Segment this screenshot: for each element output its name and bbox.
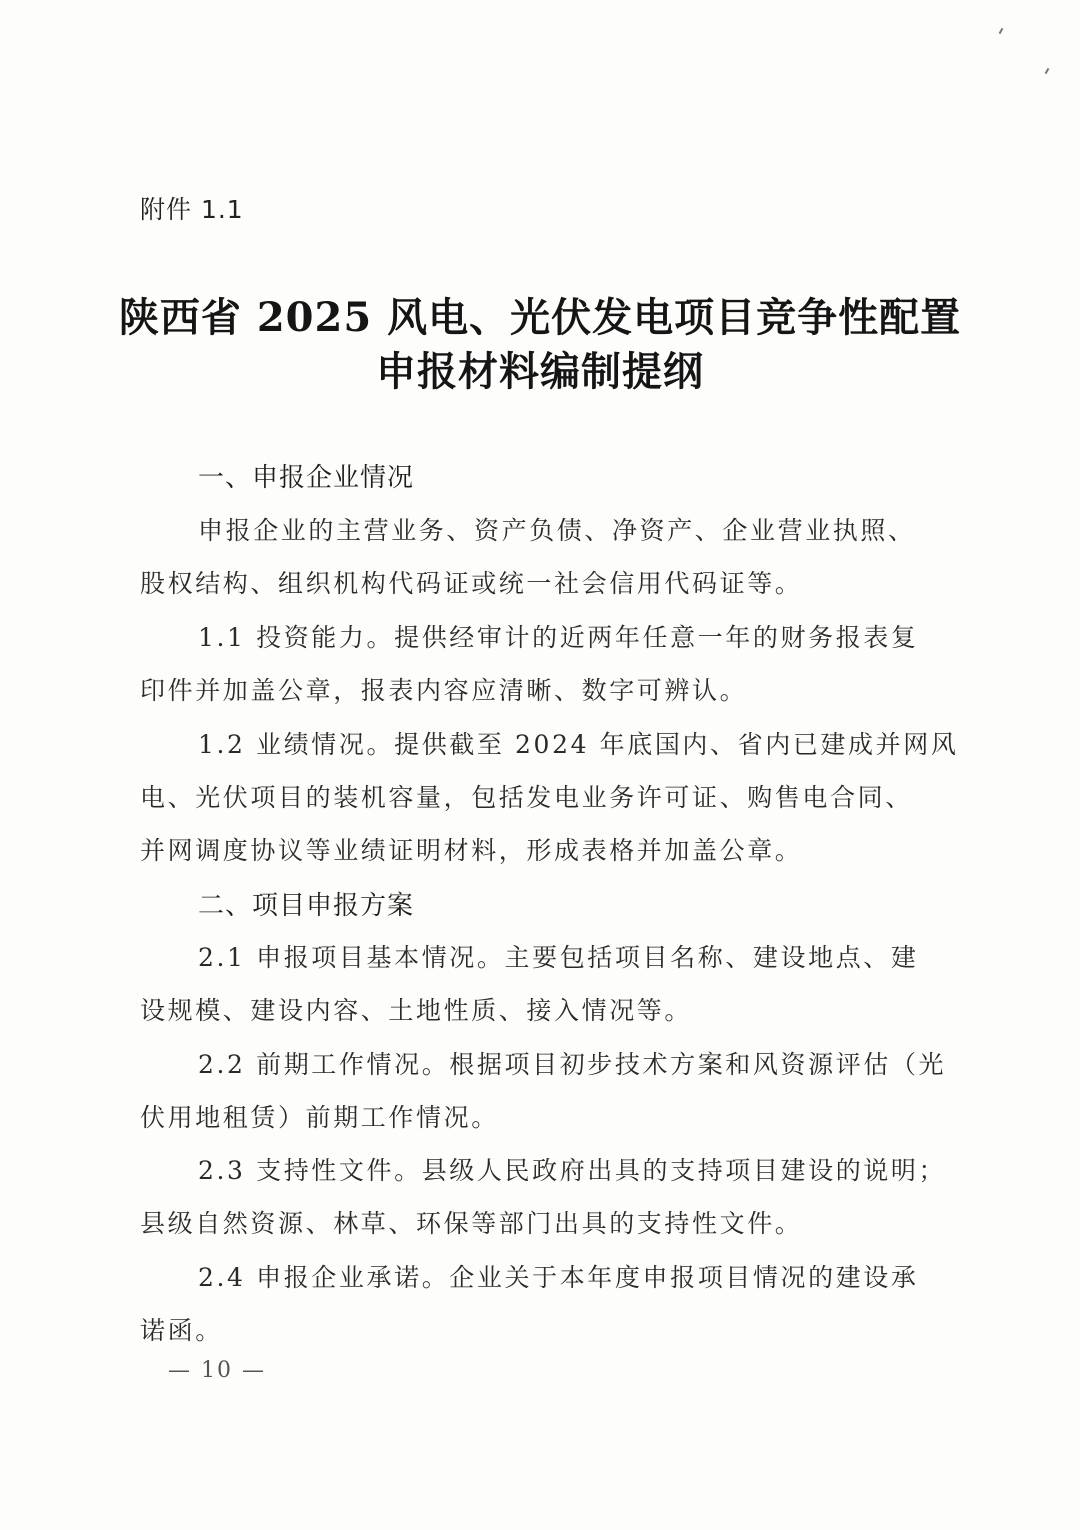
paragraph-line: 1.2 业绩情况。提供截至 2024 年底国内、省内已建成并网风 xyxy=(198,730,959,759)
document-title-line-1: 陕西省 2025 风电、光伏发电项目竞争性配置 xyxy=(118,294,962,341)
paragraph-line: 2.3 支持性文件。县级人民政府出具的支持项目建设的说明； xyxy=(198,1156,947,1185)
paragraph-line: 设规模、建设内容、土地性质、接入情况等。 xyxy=(140,996,693,1025)
section-1-heading: 一、申报企业情况 xyxy=(198,463,415,493)
paragraph-line: 诺函。 xyxy=(140,1316,223,1345)
paragraph-line: 申报企业的主营业务、资产负债、净资产、企业营业执照、 xyxy=(198,516,916,545)
scan-speck xyxy=(1045,68,1050,74)
scan-speck xyxy=(999,28,1004,34)
page-number: — 10 — xyxy=(168,1358,266,1383)
paragraph-line: 2.4 申报企业承诺。企业关于本年度申报项目情况的建设承 xyxy=(198,1263,919,1292)
paragraph-line: 并网调度协议等业绩证明材料，形成表格并加盖公章。 xyxy=(140,836,803,865)
paragraph-line: 1.1 投资能力。提供经审计的近两年任意一年的财务报表复 xyxy=(198,623,919,652)
paragraph-line: 印件并加盖公章，报表内容应清晰、数字可辨认。 xyxy=(140,676,748,705)
section-2-heading: 二、项目申报方案 xyxy=(198,891,415,921)
paragraph-line: 2.1 申报项目基本情况。主要包括项目名称、建设地点、建 xyxy=(198,943,919,972)
document-title-line-2: 申报材料编制提纲 xyxy=(376,348,704,395)
paragraph-line: 2.2 前期工作情况。根据项目初步技术方案和风资源评估（光 xyxy=(198,1050,947,1079)
attachment-label: 附件 1.1 xyxy=(140,195,244,224)
paragraph-line: 伏用地租赁）前期工作情况。 xyxy=(140,1103,499,1132)
paragraph-line: 股权结构、组织机构代码证或统一社会信用代码证等。 xyxy=(140,569,803,598)
paragraph-line: 电、光伏项目的装机容量，包括发电业务许可证、购售电合同、 xyxy=(140,783,913,812)
paragraph-line: 县级自然资源、林草、环保等部门出具的支持性文件。 xyxy=(140,1209,803,1238)
